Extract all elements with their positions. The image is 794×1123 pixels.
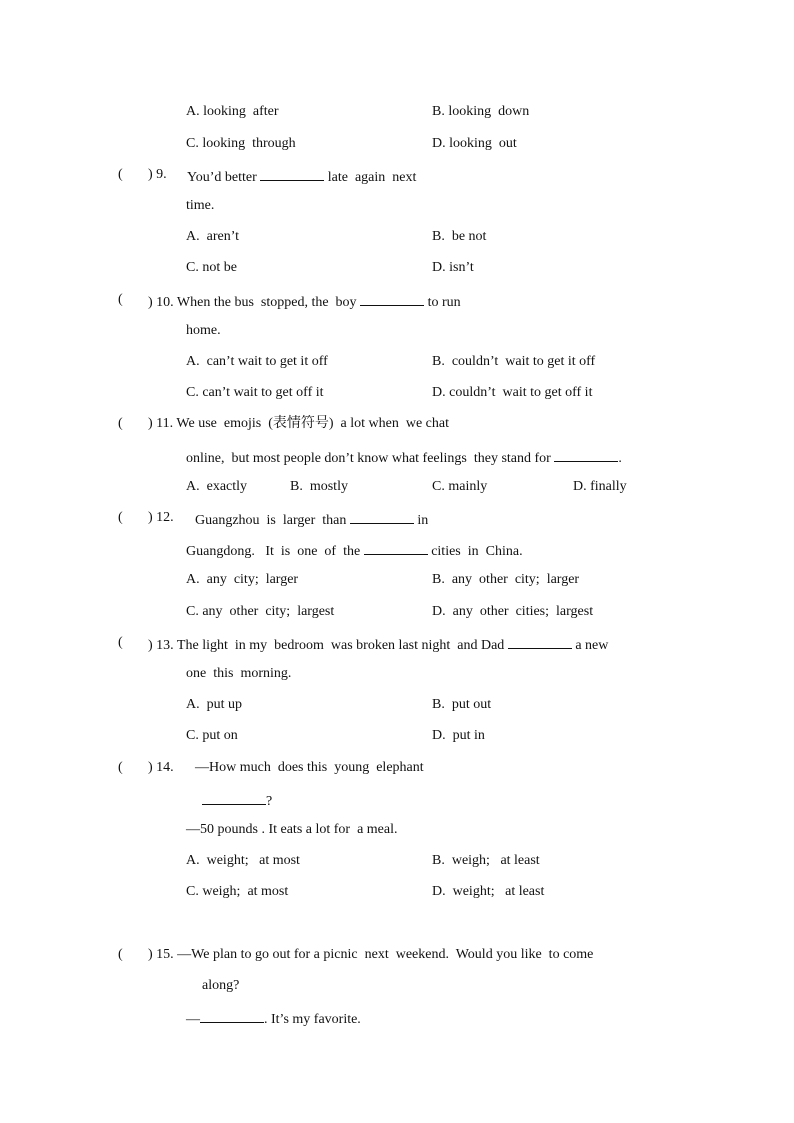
q9-stem: [187, 166, 416, 184]
q8-option-a: A. looking after: [186, 104, 279, 119]
q14-number: ) 14.: [148, 760, 174, 775]
q9-blank: [260, 166, 324, 181]
q10-text-after: to run: [424, 295, 461, 310]
q13-continuation: one this morning.: [186, 666, 292, 681]
q10-option-d: D. couldn’t wait to get off it: [432, 385, 593, 400]
q12-option-d: D. any other cities; largest: [432, 604, 594, 619]
q13-text-before: The light in my bedroom was broken last night and Dad: [176, 638, 508, 653]
q9-continuation: time.: [186, 198, 215, 213]
q12-continuation: [186, 540, 523, 558]
q11-answer-paren[interactable]: (: [118, 416, 123, 431]
q9-option-c: C. not be: [186, 260, 237, 275]
q10-number: ) 10.: [148, 295, 174, 310]
q11-number: ) 11.: [148, 416, 174, 431]
q15-continuation: along?: [202, 978, 240, 993]
q10-option-b: B. couldn’t wait to get it off: [432, 354, 596, 369]
q15-answer-line: [186, 1008, 361, 1026]
q9-option-a: A. aren’t: [186, 229, 239, 244]
q10-blank: [360, 291, 424, 306]
q9-number: ) 9.: [148, 167, 167, 182]
q14-blank: [202, 790, 266, 805]
q11-text: We use emojis (表情符号) a lot when we chat: [176, 416, 449, 431]
q10-text-before: When the bus stopped, the boy: [176, 295, 361, 310]
q14-answer-paren[interactable]: (: [118, 760, 123, 775]
q8-option-c: C. looking through: [186, 136, 296, 151]
q13-option-a: A. put up: [186, 697, 242, 712]
q15-answer-prefix: —: [186, 1012, 200, 1027]
q12-continuation-before: Guangdong. It is one of the: [186, 544, 364, 559]
q9-answer-paren[interactable]: (: [118, 167, 123, 182]
q15-blank: [200, 1008, 264, 1023]
q12-text-after: in: [413, 513, 429, 528]
q15-answer-after: . It’s my favorite.: [264, 1012, 361, 1027]
q12-blank-1: [350, 509, 414, 524]
q12-stem: [195, 509, 428, 527]
q14-option-d: D. weight; at least: [432, 884, 545, 899]
q13-option-b: B. put out: [432, 697, 492, 712]
q9-option-b: B. be not: [432, 229, 487, 244]
q15-answer-paren[interactable]: (: [118, 947, 123, 962]
q12-continuation-after: cities in China.: [427, 544, 523, 559]
q13-blank: [508, 634, 572, 649]
q14-option-c: C. weigh; at most: [186, 884, 289, 899]
q13-option-c: C. put on: [186, 728, 238, 743]
q8-option-d: D. looking out: [432, 136, 517, 151]
q14-option-b: B. weigh; at least: [432, 853, 540, 868]
q12-option-c: C. any other city; largest: [186, 604, 335, 619]
q14-blank-line: [202, 790, 272, 808]
q14-stem: —How much does this young elephant: [195, 760, 424, 775]
q15-stem: [148, 946, 593, 964]
q13-answer-paren[interactable]: (: [118, 635, 123, 650]
q13-option-d: D. put in: [432, 728, 485, 743]
q9-text-after: late again next: [324, 170, 417, 185]
q9-option-d: D. isn’t: [432, 260, 474, 275]
q10-stem: [148, 291, 461, 309]
q8-option-b: B. looking down: [432, 104, 530, 119]
q14-answer-line: —50 pounds . It eats a lot for a meal.: [186, 822, 398, 837]
q13-text-after: a new: [571, 638, 609, 653]
q11-continuation: [186, 447, 622, 465]
q12-answer-paren[interactable]: (: [118, 510, 123, 525]
q10-option-a: A. can’t wait to get it off: [186, 354, 328, 369]
q9-text-before: You’d better: [187, 170, 261, 185]
q12-text-before: Guangzhou is larger than: [195, 513, 350, 528]
q11-stem: [148, 415, 449, 433]
q11-continuation-after: .: [618, 451, 622, 466]
q11-continuation-before: online, but most people don’t know what feelings they stand for: [186, 451, 555, 466]
q10-answer-paren[interactable]: (: [118, 292, 123, 307]
q11-option-d: D. finally: [573, 479, 627, 494]
q14-option-a: A. weight; at most: [186, 853, 300, 868]
q12-number: ) 12.: [148, 510, 174, 525]
q10-continuation: home.: [186, 323, 221, 338]
q11-option-b: B. mostly: [290, 479, 348, 494]
q13-stem: [148, 634, 608, 652]
q12-option-b: B. any other city; larger: [432, 572, 580, 587]
q15-text: —We plan to go out for a picnic next weekend. Would you like to come: [177, 947, 594, 962]
q11-blank: [554, 447, 618, 462]
q12-blank-2: [364, 540, 428, 555]
q11-option-c: C. mainly: [432, 479, 488, 494]
q14-blank-after: ?: [266, 794, 273, 809]
q11-option-a: A. exactly: [186, 479, 248, 494]
q15-number: ) 15.: [148, 947, 174, 962]
q12-option-a: A. any city; larger: [186, 572, 299, 587]
q10-option-c: C. can’t wait to get off it: [186, 385, 324, 400]
q13-number: ) 13.: [148, 638, 174, 653]
